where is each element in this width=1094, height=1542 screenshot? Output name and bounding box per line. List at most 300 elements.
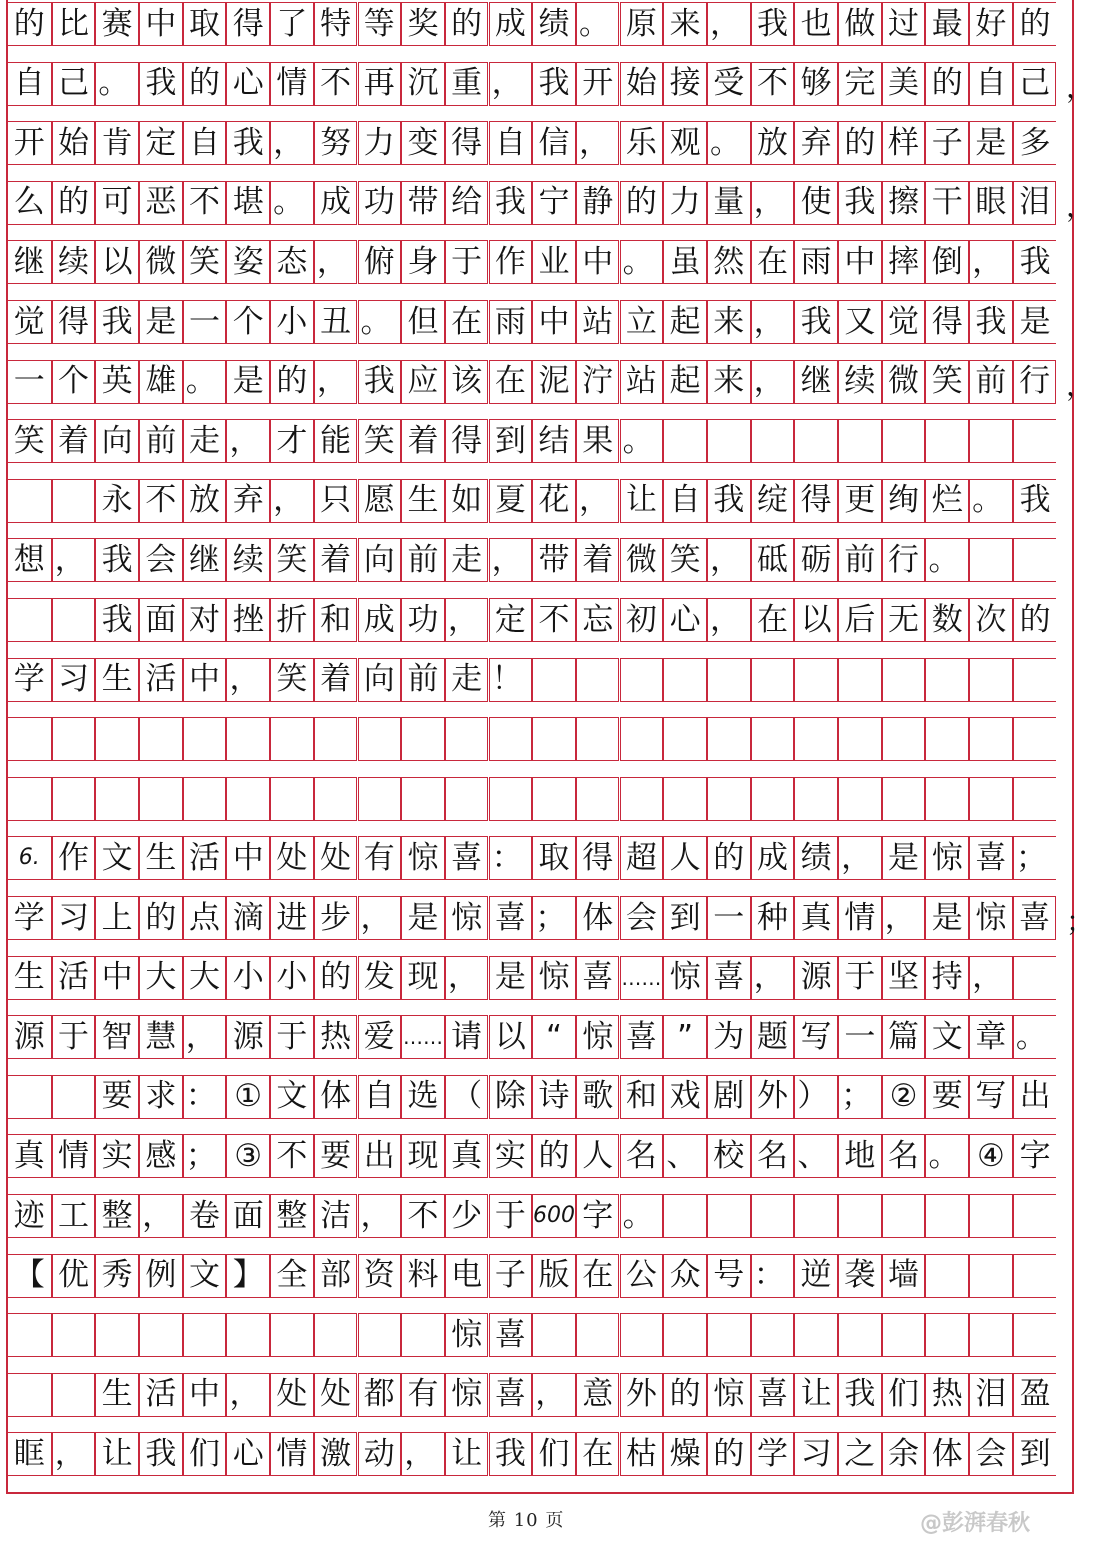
grid-cell: 量 <box>707 181 751 225</box>
grid-cell: 奖 <box>401 2 445 46</box>
grid-cell: 但 <box>401 300 445 344</box>
grid-cell: 沉 <box>401 62 445 106</box>
grid-cell: 。 <box>95 62 139 106</box>
grid-cell: 成 <box>314 181 358 225</box>
grid-cell: 得 <box>445 419 489 463</box>
grid-cell <box>1013 1194 1057 1238</box>
grid-cell: 眶 <box>8 1432 52 1476</box>
grid-cell: 堪 <box>226 181 270 225</box>
grid-cell: 真 <box>794 896 838 940</box>
grid-cell: 等 <box>358 2 402 46</box>
grid-cell <box>751 777 795 821</box>
grid-cell: 自 <box>969 62 1013 106</box>
grid-cell: 样 <box>882 121 926 165</box>
grid-cell <box>751 717 795 761</box>
grid-cell: 再 <box>358 62 402 106</box>
grid-cell: 】 <box>226 1254 270 1298</box>
grid-cell: 逆 <box>794 1254 838 1298</box>
grid-cell: 可 <box>95 181 139 225</box>
grid-cell: 体 <box>576 896 620 940</box>
grid-cell <box>838 1313 882 1357</box>
grid-cell: 于 <box>838 956 882 1000</box>
grid-cell: 着 <box>401 419 445 463</box>
grid-cell: 继 <box>794 360 838 404</box>
grid-cell: ， <box>226 419 270 463</box>
grid-cell <box>8 777 52 821</box>
grid-cell: 前 <box>838 538 882 582</box>
grid-cell: 笑 <box>270 658 314 702</box>
grid-cell: 中 <box>139 2 183 46</box>
grid-cell: 人 <box>576 1134 620 1178</box>
grid-cell <box>532 1313 576 1357</box>
grid-cell <box>794 777 838 821</box>
grid-cell: 洁 <box>314 1194 358 1238</box>
grid-cell: 雨 <box>794 240 838 284</box>
grid-cell: 个 <box>226 300 270 344</box>
grid-cell: 己 <box>1013 62 1057 106</box>
grid-cell: 众 <box>663 1254 707 1298</box>
grid-cell: 摔 <box>882 240 926 284</box>
grid-cell <box>925 1194 969 1238</box>
grid-cell: 向 <box>358 538 402 582</box>
grid-row <box>8 479 1072 523</box>
grid-cell: ， <box>489 62 533 106</box>
grid-row <box>8 1134 1072 1178</box>
grid-cell: 的 <box>707 836 751 880</box>
grid-cell: ④ <box>969 1134 1013 1178</box>
grid-cell: ， <box>707 538 751 582</box>
margin-punctuation: ， <box>1065 70 1094 104</box>
grid-cell: 的 <box>620 181 664 225</box>
grid-cell: ， <box>489 538 533 582</box>
grid-cell: 都 <box>358 1373 402 1417</box>
grid-cell: 我 <box>226 121 270 165</box>
grid-cell: 习 <box>794 1432 838 1476</box>
grid-cell: 以 <box>489 1015 533 1059</box>
grid-cell: 成 <box>751 836 795 880</box>
grid-cell: 之 <box>838 1432 882 1476</box>
grid-cell: 数 <box>925 598 969 642</box>
grid-cell: 学 <box>8 896 52 940</box>
grid-cell: 优 <box>52 1254 96 1298</box>
grid-cell: 。 <box>620 240 664 284</box>
grid-cell: ， <box>751 360 795 404</box>
grid-row <box>8 658 1072 702</box>
grid-cell: ① <box>226 1075 270 1119</box>
grid-cell <box>52 717 96 761</box>
grid-cell: 多 <box>1013 121 1057 165</box>
grid-cell: 心 <box>226 1432 270 1476</box>
grid-cell: 愿 <box>358 479 402 523</box>
grid-cell <box>52 1313 96 1357</box>
grid-cell: 我 <box>489 1432 533 1476</box>
grid-cell: 墙 <box>882 1254 926 1298</box>
grid-cell: 的 <box>8 2 52 46</box>
grid-cell: 重 <box>445 62 489 106</box>
grid-cell: 开 <box>576 62 620 106</box>
grid-cell: 好 <box>969 2 1013 46</box>
grid-cell: 走 <box>445 658 489 702</box>
grid-cell <box>270 777 314 821</box>
grid-cell: 我 <box>489 181 533 225</box>
grid-cell: 惊 <box>445 1373 489 1417</box>
grid-cell: 行 <box>882 538 926 582</box>
grid-cell: 喜 <box>445 836 489 880</box>
grid-cell: ， <box>52 538 96 582</box>
grid-cell <box>751 419 795 463</box>
grid-cell: 的 <box>1013 2 1057 46</box>
grid-cell: 部 <box>314 1254 358 1298</box>
grid-cell: 的 <box>445 2 489 46</box>
grid-cell <box>663 419 707 463</box>
grid-cell: 处 <box>314 836 358 880</box>
grid-row <box>8 2 1072 46</box>
grid-cell: ， <box>969 240 1013 284</box>
grid-cell: 喜 <box>1013 896 1057 940</box>
grid-cell: 是 <box>489 956 533 1000</box>
grid-cell: 在 <box>576 1432 620 1476</box>
grid-cell: 泞 <box>576 360 620 404</box>
grid-cell: 花 <box>532 479 576 523</box>
grid-cell: ， <box>576 121 620 165</box>
grid-cell: 作 <box>489 240 533 284</box>
grid-cell <box>576 717 620 761</box>
grid-cell: 永 <box>95 479 139 523</box>
grid-row <box>8 538 1072 582</box>
grid-cell: 会 <box>620 896 664 940</box>
grid-cell: 让 <box>794 1373 838 1417</box>
grid-cell: ： <box>751 1254 795 1298</box>
grid-cell: 我 <box>1013 479 1057 523</box>
grid-cell: 号 <box>707 1254 751 1298</box>
grid-cell: 到 <box>489 419 533 463</box>
grid-cell: 的 <box>314 956 358 1000</box>
grid-cell: 活 <box>139 1373 183 1417</box>
grid-cell <box>882 1313 926 1357</box>
grid-cell: 资 <box>358 1254 402 1298</box>
grid-cell: 来 <box>663 2 707 46</box>
grid-cell: 不 <box>314 62 358 106</box>
grid-cell: 文 <box>925 1015 969 1059</box>
grid-cell: 信 <box>532 121 576 165</box>
grid-cell: 前 <box>401 658 445 702</box>
grid-cell: 够 <box>794 62 838 106</box>
grid-cell: 生 <box>8 956 52 1000</box>
grid-cell: 爱 <box>358 1015 402 1059</box>
grid-cell: 公 <box>620 1254 664 1298</box>
grid-cell: ， <box>532 1373 576 1417</box>
grid-cell <box>620 777 664 821</box>
grid-cell: 成 <box>358 598 402 642</box>
grid-cell: 活 <box>183 836 227 880</box>
grid-cell: 中 <box>838 240 882 284</box>
grid-cell: 我 <box>358 360 402 404</box>
grid-cell <box>95 1313 139 1357</box>
grid-cell <box>358 777 402 821</box>
grid-cell <box>8 479 52 523</box>
grid-cell <box>663 777 707 821</box>
grid-cell: 力 <box>663 181 707 225</box>
grid-cell: 600 <box>532 1194 576 1238</box>
grid-cell: 带 <box>532 538 576 582</box>
grid-cell <box>8 598 52 642</box>
grid-cell: ② <box>882 1075 926 1119</box>
grid-cell <box>270 717 314 761</box>
grid-cell: 得 <box>226 2 270 46</box>
grid-cell <box>925 717 969 761</box>
grid-cell <box>620 1313 664 1357</box>
grid-cell <box>751 658 795 702</box>
grid-cell: 更 <box>838 479 882 523</box>
grid-cell: …… <box>401 1015 445 1059</box>
grid-cell <box>52 1373 96 1417</box>
grid-cell: 乐 <box>620 121 664 165</box>
grid-cell: 站 <box>620 360 664 404</box>
grid-cell <box>358 1313 402 1357</box>
grid-cell: 于 <box>270 1015 314 1059</box>
grid-cell <box>969 1254 1013 1298</box>
grid-cell <box>95 717 139 761</box>
grid-cell: 不 <box>139 479 183 523</box>
grid-cell: 比 <box>52 2 96 46</box>
grid-cell: 起 <box>663 300 707 344</box>
grid-cell: 让 <box>620 479 664 523</box>
grid-cell: 折 <box>270 598 314 642</box>
grid-cell: 砥 <box>751 538 795 582</box>
grid-cell: 现 <box>401 956 445 1000</box>
grid-cell: 整 <box>95 1194 139 1238</box>
grid-cell: 后 <box>838 598 882 642</box>
grid-cell: 身 <box>401 240 445 284</box>
grid-cell: 然 <box>707 240 751 284</box>
grid-cell: 英 <box>95 360 139 404</box>
grid-cell: 喜 <box>489 1313 533 1357</box>
grid-cell <box>445 777 489 821</box>
grid-cell: 烂 <box>925 479 969 523</box>
grid-cell <box>183 1313 227 1357</box>
grid-cell: 惊 <box>532 956 576 1000</box>
grid-cell: 。 <box>969 479 1013 523</box>
grid-cell: 出 <box>358 1134 402 1178</box>
grid-cell: 忘 <box>576 598 620 642</box>
grid-cell <box>882 419 926 463</box>
grid-cell: ， <box>751 300 795 344</box>
grid-cell <box>8 717 52 761</box>
grid-cell: 喜 <box>751 1373 795 1417</box>
grid-cell: 续 <box>838 360 882 404</box>
grid-cell: 情 <box>270 62 314 106</box>
grid-row <box>8 598 1072 642</box>
grid-cell <box>226 777 270 821</box>
grid-cell: 我 <box>1013 240 1057 284</box>
grid-cell: 擦 <box>882 181 926 225</box>
grid-cell: 滴 <box>226 896 270 940</box>
grid-cell: 有 <box>401 1373 445 1417</box>
grid-cell <box>52 1075 96 1119</box>
grid-cell: 绚 <box>882 479 926 523</box>
grid-cell: 实 <box>95 1134 139 1178</box>
grid-cell: 燥 <box>663 1432 707 1476</box>
grid-cell <box>707 1194 751 1238</box>
grid-cell: 、 <box>663 1134 707 1178</box>
grid-cell: 地 <box>838 1134 882 1178</box>
grid-cell: 进 <box>270 896 314 940</box>
grid-row <box>8 956 1072 1000</box>
grid-cell: 让 <box>445 1432 489 1476</box>
grid-cell: 雄 <box>139 360 183 404</box>
grid-cell: 放 <box>751 121 795 165</box>
grid-row <box>8 836 1072 880</box>
grid-cell <box>314 777 358 821</box>
grid-cell: 小 <box>270 300 314 344</box>
grid-cell: 个 <box>52 360 96 404</box>
grid-cell: 成 <box>489 2 533 46</box>
grid-cell: ， <box>358 896 402 940</box>
grid-cell: 自 <box>358 1075 402 1119</box>
grid-cell: 带 <box>401 181 445 225</box>
grid-cell: 发 <box>358 956 402 1000</box>
grid-row <box>8 240 1072 284</box>
grid-cell: 么 <box>8 181 52 225</box>
grid-cell: 。 <box>270 181 314 225</box>
grid-row <box>8 1075 1072 1119</box>
grid-cell: ， <box>270 479 314 523</box>
grid-cell <box>969 538 1013 582</box>
grid-cell: 继 <box>8 240 52 284</box>
grid-cell: 体 <box>925 1432 969 1476</box>
grid-cell: 中 <box>532 300 576 344</box>
grid-cell: ， <box>751 956 795 1000</box>
grid-cell <box>925 658 969 702</box>
grid-cell: 面 <box>139 598 183 642</box>
grid-cell: ， <box>576 479 620 523</box>
grid-cell: ， <box>445 956 489 1000</box>
grid-cell: 要 <box>95 1075 139 1119</box>
grid-cell: 秀 <box>95 1254 139 1298</box>
grid-cell: 宁 <box>532 181 576 225</box>
grid-cell: 取 <box>183 2 227 46</box>
grid-cell: 得 <box>794 479 838 523</box>
grid-cell: ， <box>882 896 926 940</box>
grid-cell <box>794 419 838 463</box>
grid-cell <box>751 1194 795 1238</box>
grid-cell: 步 <box>314 896 358 940</box>
grid-cell: 不 <box>270 1134 314 1178</box>
grid-cell: 笑 <box>270 538 314 582</box>
grid-cell: 惊 <box>925 836 969 880</box>
grid-cell: 会 <box>139 538 183 582</box>
grid-cell: 点 <box>183 896 227 940</box>
grid-cell: 笑 <box>663 538 707 582</box>
grid-cell <box>226 717 270 761</box>
grid-cell: ） <box>794 1075 838 1119</box>
grid-cell: 站 <box>576 300 620 344</box>
grid-cell: 实 <box>489 1134 533 1178</box>
grid-cell: 子 <box>925 121 969 165</box>
grid-cell: 热 <box>314 1015 358 1059</box>
grid-cell: 外 <box>751 1075 795 1119</box>
grid-row <box>8 419 1072 463</box>
grid-cell <box>969 717 1013 761</box>
grid-cell: 写 <box>794 1015 838 1059</box>
grid-cell: ③ <box>226 1134 270 1178</box>
grid-cell: 。 <box>925 538 969 582</box>
grid-cell: 眼 <box>969 181 1013 225</box>
grid-cell: ， <box>401 1432 445 1476</box>
grid-cell: 热 <box>925 1373 969 1417</box>
grid-cell: 惊 <box>401 836 445 880</box>
grid-cell: 不 <box>532 598 576 642</box>
grid-cell: ” <box>663 1015 707 1059</box>
grid-cell: 超 <box>620 836 664 880</box>
grid-cell <box>52 598 96 642</box>
grid-cell: 面 <box>226 1194 270 1238</box>
grid-cell: 虽 <box>663 240 707 284</box>
grid-cell: 。 <box>183 360 227 404</box>
grid-cell: 接 <box>663 62 707 106</box>
grid-cell <box>707 717 751 761</box>
grid-cell: ， <box>838 836 882 880</box>
grid-cell: 喜 <box>576 956 620 1000</box>
grid-cell: 走 <box>183 419 227 463</box>
grid-cell <box>620 658 664 702</box>
grid-cell: 取 <box>532 836 576 880</box>
grid-cell: 活 <box>52 956 96 1000</box>
grid-cell: 努 <box>314 121 358 165</box>
grid-cell: 定 <box>489 598 533 642</box>
grid-cell: 初 <box>620 598 664 642</box>
grid-cell: 种 <box>751 896 795 940</box>
grid-cell: 始 <box>620 62 664 106</box>
grid-cell: 生 <box>95 658 139 702</box>
grid-cell: 俯 <box>358 240 402 284</box>
grid-cell <box>576 658 620 702</box>
grid-cell <box>663 658 707 702</box>
grid-cell: 整 <box>270 1194 314 1238</box>
grid-cell: 小 <box>270 956 314 1000</box>
grid-cell <box>270 1313 314 1357</box>
grid-cell <box>139 777 183 821</box>
grid-cell: 【 <box>8 1254 52 1298</box>
grid-cell: 喜 <box>969 836 1013 880</box>
grid-cell: 我 <box>707 479 751 523</box>
grid-cell <box>925 1254 969 1298</box>
grid-cell: 处 <box>270 1373 314 1417</box>
grid-cell: 电 <box>445 1254 489 1298</box>
grid-cell: 自 <box>183 121 227 165</box>
grid-cell: 外 <box>620 1373 664 1417</box>
grid-cell: 中 <box>576 240 620 284</box>
grid-cell: 向 <box>358 658 402 702</box>
grid-cell: 的 <box>139 896 183 940</box>
grid-cell: 求 <box>139 1075 183 1119</box>
grid-row <box>8 1373 1072 1417</box>
grid-cell: ， <box>52 1432 96 1476</box>
grid-cell: 生 <box>139 836 183 880</box>
grid-cell: 微 <box>139 240 183 284</box>
grid-cell <box>401 717 445 761</box>
grid-cell: 姿 <box>226 240 270 284</box>
grid-cell: 和 <box>314 598 358 642</box>
grid-cell: 我 <box>794 300 838 344</box>
grid-cell: 体 <box>314 1075 358 1119</box>
grid-cell <box>794 717 838 761</box>
grid-cell: 感 <box>139 1134 183 1178</box>
grid-cell: 文 <box>270 1075 314 1119</box>
grid-cell: 大 <box>183 956 227 1000</box>
grid-cell: 智 <box>95 1015 139 1059</box>
grid-row <box>8 717 1072 761</box>
